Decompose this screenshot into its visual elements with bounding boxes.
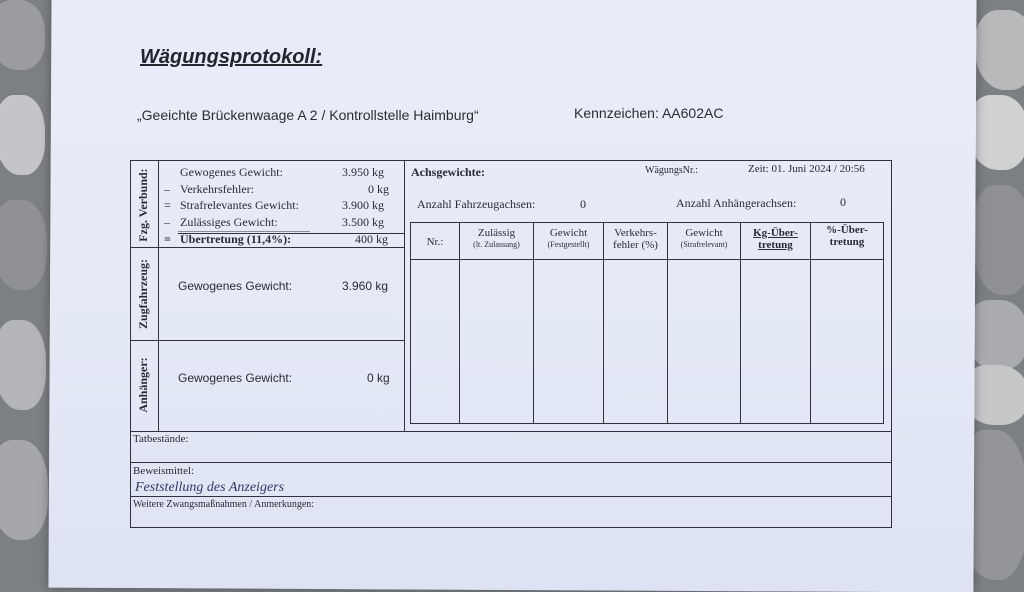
row-label: Zulässiges Gewicht: — [180, 215, 278, 229]
stone — [0, 440, 48, 540]
axle-heading: Achsgewichte: — [411, 165, 485, 179]
column-header-main: Gewicht — [549, 227, 588, 239]
weighing-number-label: WägungsNr.: — [645, 165, 699, 176]
trailer-weight-label: Gewogenes Gewicht: — [178, 371, 293, 385]
column-header-main: %-Über- — [826, 224, 868, 236]
section-label-tractor: Zugfahrzeug: — [136, 259, 150, 329]
row-value: 0 kg — [368, 182, 389, 196]
stone — [975, 10, 1024, 90]
trailer-weight-value: 0 kg — [367, 371, 390, 385]
facts-label: Tatbestände: — [133, 433, 189, 445]
column-header-main: Kg-Über- — [753, 227, 798, 239]
column-header-sub: tretung — [758, 239, 793, 251]
row-label: Übertretung (11,4%): — [180, 232, 292, 246]
row-prefix: – — [164, 215, 170, 229]
remarks-label: Weitere Zwangsmaßnahmen / Anmerkungen: — [133, 499, 315, 510]
stone — [0, 200, 47, 290]
row-label: Verkehrsfehler: — [180, 182, 254, 196]
stone — [0, 0, 45, 70]
trailer-axles-value: 0 — [840, 195, 846, 209]
column-header-sub: fehler (%) — [613, 239, 658, 251]
column-header-main: Nr.: — [426, 236, 444, 248]
column-header-percent-excess — [811, 224, 883, 248]
tractor-weight-value: 3.960 kg — [342, 279, 389, 293]
station-name: „Geeichte Brückenwaage A 2 / Kontrollstelle Haimburg“ — [137, 107, 479, 123]
row-value: 3.500 kg — [342, 215, 384, 229]
stone — [0, 320, 46, 410]
row-value: 3.950 kg — [342, 165, 384, 179]
column-header-main: Verkehrs- — [614, 227, 657, 239]
evidence-value: Feststellung des Anzeigers — [135, 480, 285, 495]
row-value: 400 kg — [355, 232, 388, 246]
row-label: Gewogenes Gewicht: — [180, 165, 283, 179]
column-header-number — [411, 236, 459, 248]
row-prefix: = — [164, 198, 171, 212]
weighing-time: Zeit: 01. Juni 2024 / 20:56 — [748, 163, 865, 175]
stone — [968, 95, 1024, 170]
vehicle-axles-label: Anzahl Fahrzeugachsen: — [417, 197, 536, 211]
column-header-traffic-error — [604, 227, 667, 251]
vehicle-axles-value: 0 — [580, 197, 586, 211]
stone — [0, 95, 45, 175]
column-header-main: Zulässig — [477, 227, 516, 239]
column-header-permitted — [460, 227, 533, 251]
column-header-sub: (Strafrelevant) — [680, 240, 728, 249]
stone — [972, 185, 1024, 295]
row-prefix: – — [164, 182, 170, 196]
trailer-axles-label: Anzahl Anhängerachsen: — [676, 196, 797, 210]
column-header-sub: (lt. Zulassung) — [473, 240, 520, 249]
section-label-vehicle-combo: Fzg. Verbund: — [136, 168, 150, 242]
tractor-weight-label: Gewogenes Gewicht: — [178, 279, 293, 293]
protocol-title: Wägungsprotokoll: — [140, 46, 323, 68]
column-header-kg-excess — [741, 227, 810, 251]
license-plate: Kennzeichen: AA602AC — [574, 105, 724, 121]
column-header-sub: (Festgestellt) — [547, 240, 590, 249]
row-prefix: = — [164, 232, 171, 246]
column-header-penalty-weight — [668, 227, 740, 251]
evidence-label: Beweismittel: — [133, 465, 195, 477]
column-header-main: Gewicht — [685, 227, 723, 239]
column-header-sub: tretung — [829, 236, 865, 248]
row-label: Strafrelevantes Gewicht: — [180, 198, 299, 212]
row-value: 3.900 kg — [342, 198, 384, 212]
section-label-trailer: Anhänger: — [136, 357, 150, 413]
column-header-measured — [534, 227, 603, 251]
